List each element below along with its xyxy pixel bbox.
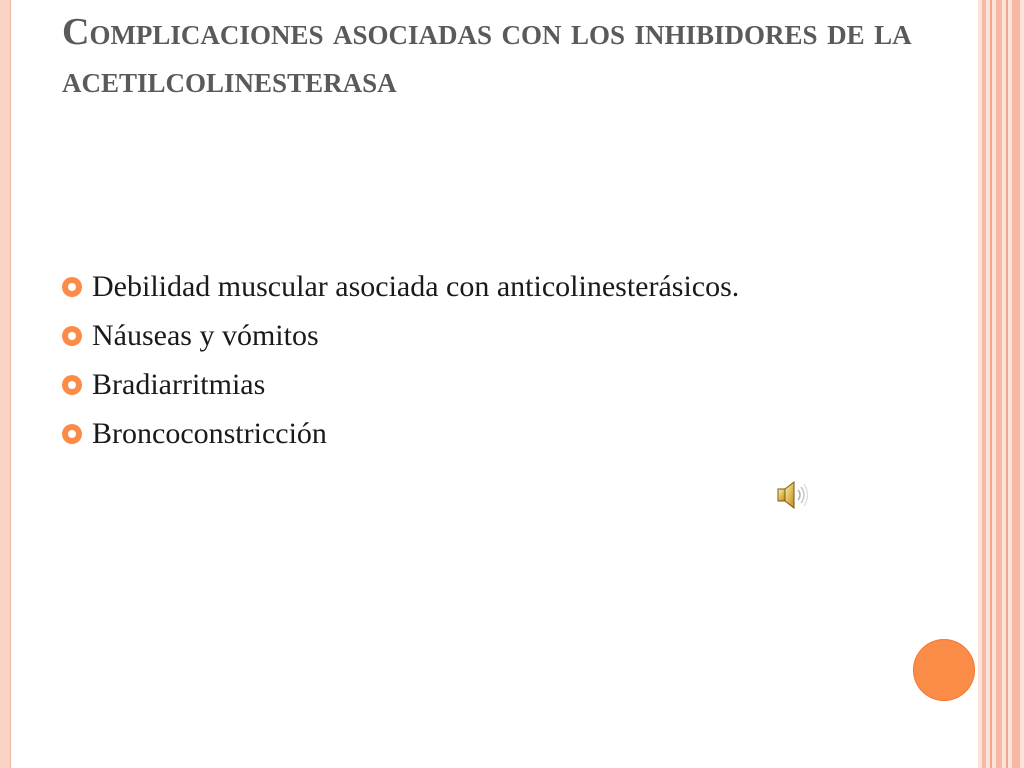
right-stripe: [990, 0, 992, 768]
right-stripe: [1012, 0, 1020, 768]
orange-ring-bullet-icon: [62, 424, 82, 444]
bullet-item: [62, 409, 739, 458]
bullet-text: Debilidad muscular asociada con anticolinesterásicos.: [92, 269, 740, 303]
bullet-list: [62, 262, 739, 458]
right-stripe: [1006, 0, 1008, 768]
orange-ring-bullet-icon: [62, 277, 82, 297]
right-stripe: [982, 0, 986, 768]
orange-ring-bullet-icon: [62, 326, 82, 346]
orange-ring-bullet-icon: [62, 375, 82, 395]
orange-circle-decoration: [913, 639, 975, 701]
right-stripe: [996, 0, 1002, 768]
bullet-item: [62, 311, 739, 360]
left-border-rail: [0, 0, 11, 768]
bullet-item: [62, 262, 739, 311]
bullet-item: [62, 360, 739, 409]
bullet-text: Broncoconstricción: [92, 416, 327, 450]
bullet-text: Náuseas y vómitos: [92, 318, 319, 352]
speaker-icon[interactable]: [774, 477, 810, 513]
slide-title: Complicaciones asociadas con los inhibidores de la acetilcolinesterasa: [62, 11, 912, 101]
bullet-text: Bradiarritmias: [92, 367, 266, 401]
